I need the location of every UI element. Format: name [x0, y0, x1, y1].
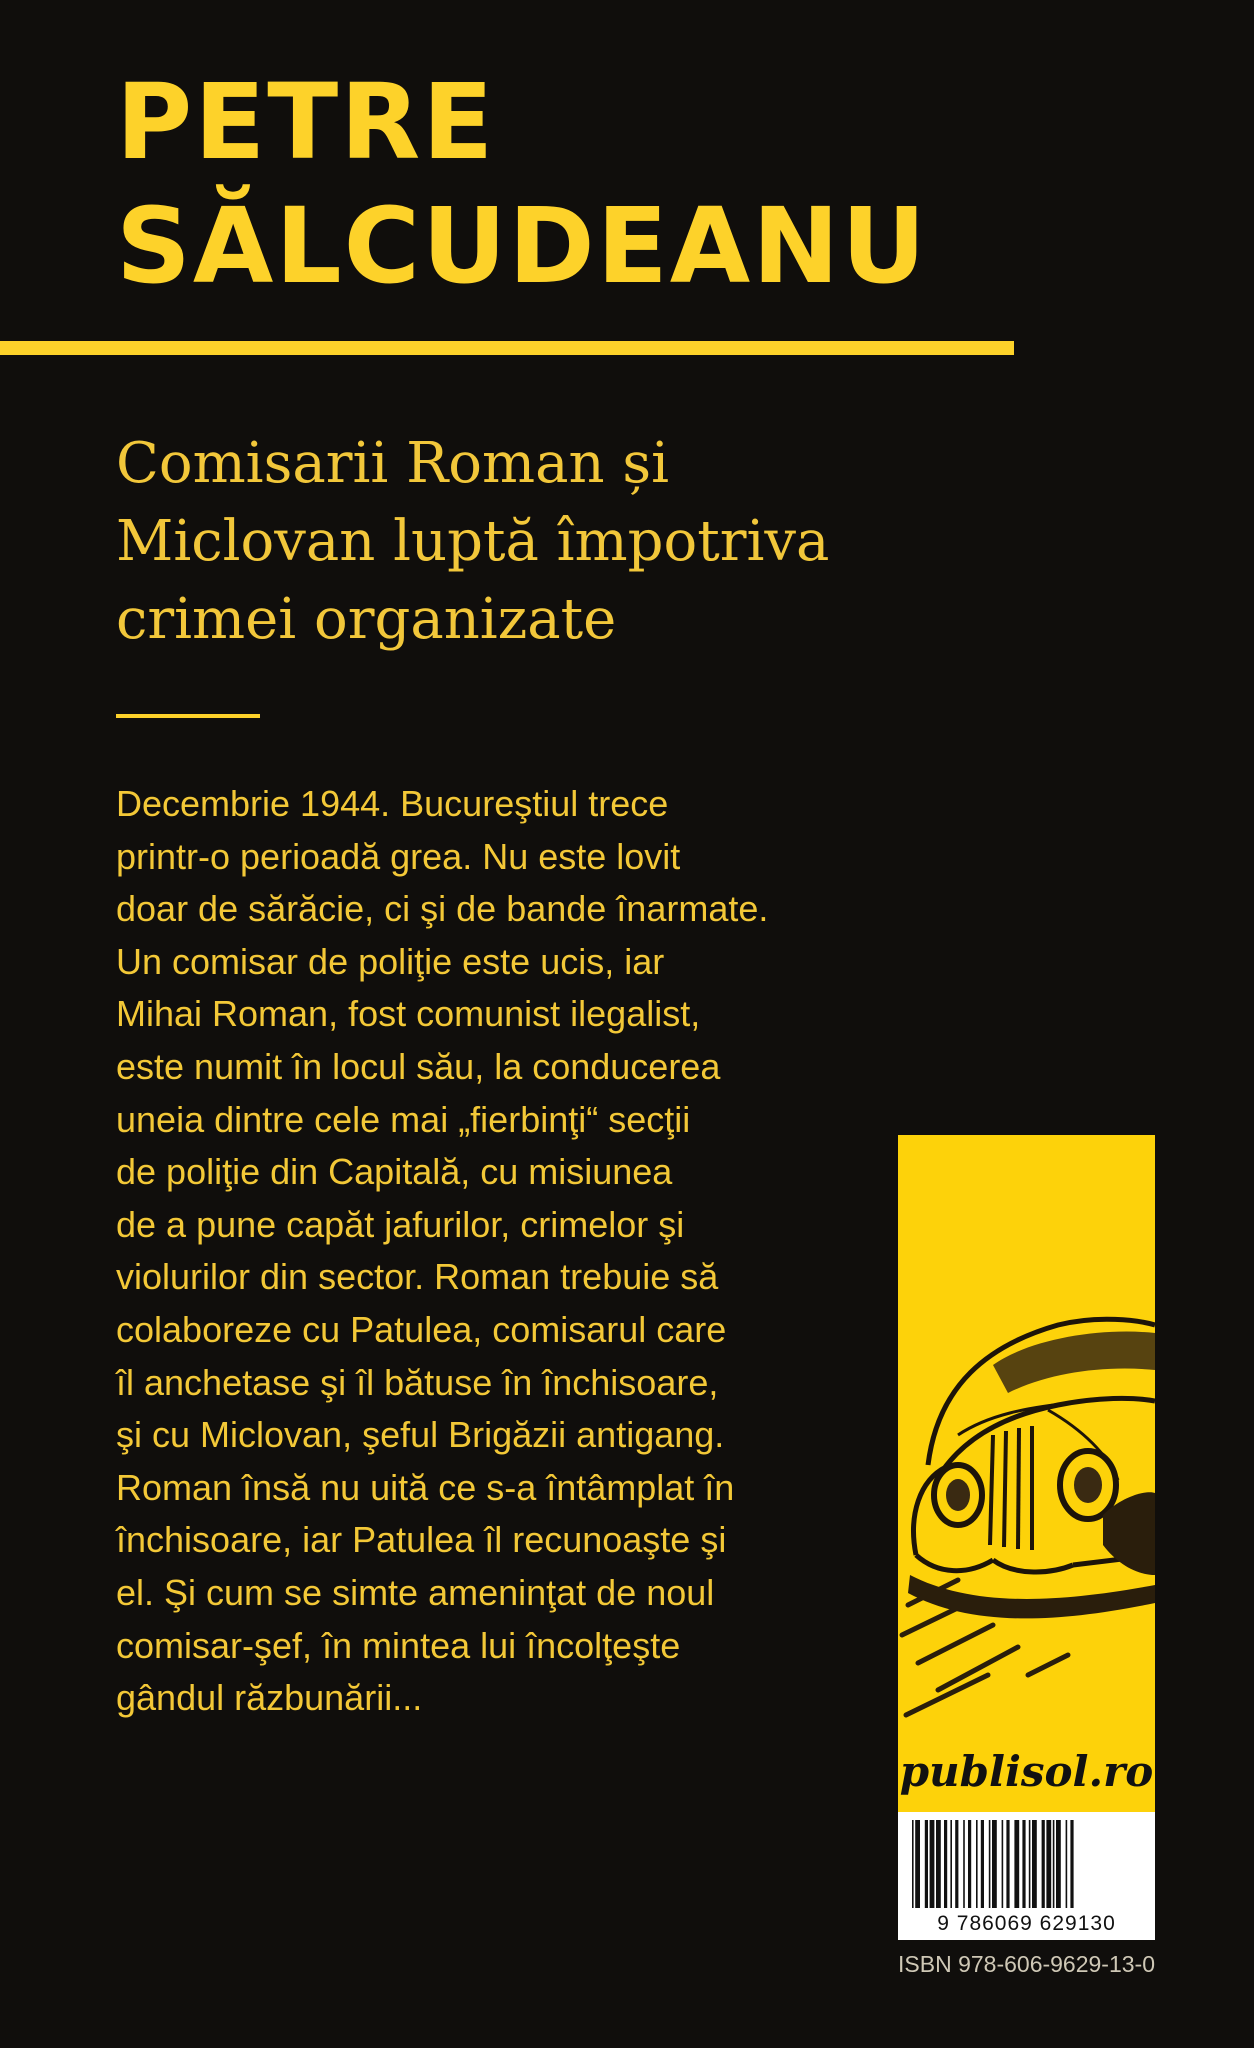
- blurb-line: printr-o perioadă grea. Nu este lovit: [116, 835, 681, 877]
- barcode-bar: [915, 1820, 920, 1908]
- barcode-bar: [1070, 1820, 1073, 1908]
- barcode-bar: [936, 1820, 941, 1908]
- barcode-bars: [898, 1812, 1155, 1912]
- blurb-line: Roman însă nu uită ce s-a întâmplat în: [116, 1466, 735, 1508]
- barcode-bar: [1002, 1820, 1004, 1908]
- barcode-digits: 9 786069 629130: [937, 1912, 1116, 1935]
- blurb-line: gândul răzbunării...: [116, 1677, 423, 1719]
- barcode-bar: [1014, 1820, 1019, 1908]
- blurb-text: [116, 778, 816, 1725]
- barcode-bar: [976, 1820, 978, 1908]
- barcode-bar: [925, 1820, 928, 1908]
- isbn-label: ISBN 978-606-9629-13-0: [898, 1951, 1155, 1977]
- blurb-line: şi cu Miclovan, şeful Brigăzii antigang.: [116, 1414, 725, 1456]
- blurb-line: de a pune capăt jafurilor, crimelor şi: [116, 1203, 685, 1245]
- barcode-bar: [1032, 1820, 1037, 1908]
- publisher-panel: [898, 1135, 1155, 1940]
- tagline-line: Comisarii Roman și: [116, 431, 669, 496]
- blurb-line: Un comisar de poliţie este ucis, iar: [116, 940, 665, 982]
- publisher-website: publisol.ro: [899, 1747, 1154, 1796]
- barcode-bar: [950, 1820, 952, 1908]
- author-last-name: SĂLCUDEANU: [116, 185, 928, 307]
- barcode-bar: [1056, 1820, 1061, 1908]
- tagline-line: crimei organizate: [116, 587, 617, 652]
- barcode-bar: [963, 1820, 965, 1908]
- barcode-bar: [944, 1820, 947, 1908]
- blurb-line: închisoare, iar Patulea îl recunoaşte şi: [116, 1519, 727, 1561]
- barcode-bar: [955, 1820, 958, 1908]
- blurb-line: colaboreze cu Patulea, comisarul care: [116, 1308, 727, 1350]
- blurb-line: doar de sărăcie, ci şi de bande înarmate.: [116, 888, 769, 930]
- barcode-bar: [1006, 1820, 1009, 1908]
- barcode-bar: [1042, 1820, 1045, 1908]
- barcode-bar: [1022, 1820, 1025, 1908]
- barcode-bar: [1046, 1820, 1051, 1908]
- blurb-line: Mihai Roman, fost comunist ilegalist,: [116, 993, 701, 1035]
- blurb-line: el. Şi cum se simte ameninţat de noul: [116, 1571, 715, 1613]
- vintage-car-icon: [898, 1135, 1155, 1735]
- barcode-bar: [992, 1820, 997, 1908]
- blurb-line: uneia dintre cele mai „fierbinţi“ secţii: [116, 1098, 691, 1140]
- blurb-line: comisar-şef, în mintea lui încolţeşte: [116, 1624, 681, 1666]
- title-underline: [0, 341, 1014, 355]
- blurb-line: este numit în locul său, la conducerea: [116, 1045, 721, 1087]
- blurb-line: îl anchetase şi îl bătuse în închisoare,: [116, 1361, 719, 1403]
- barcode-bar: [912, 1820, 914, 1908]
- blurb-line: violurilor din sector. Roman trebuie să: [116, 1256, 719, 1298]
- tagline: [116, 425, 1016, 659]
- barcode-bar: [930, 1820, 935, 1908]
- barcode-bar: [1053, 1820, 1055, 1908]
- barcode-bar: [989, 1820, 991, 1908]
- barcode: [898, 1812, 1155, 1940]
- blurb-line: Decembrie 1944. Bucureştiul trece: [116, 783, 669, 824]
- barcode-bar: [1029, 1820, 1031, 1908]
- barcode-bar: [968, 1820, 971, 1908]
- blurb-line: de poliţie din Capitală, cu misiunea: [116, 1151, 673, 1193]
- barcode-bar: [981, 1820, 984, 1908]
- section-divider: [116, 714, 260, 718]
- barcode-bar: [1066, 1820, 1068, 1908]
- author-name: [116, 60, 928, 308]
- author-first-name: PETRE: [116, 61, 496, 183]
- tagline-line: Miclovan luptă împotriva: [116, 509, 830, 574]
